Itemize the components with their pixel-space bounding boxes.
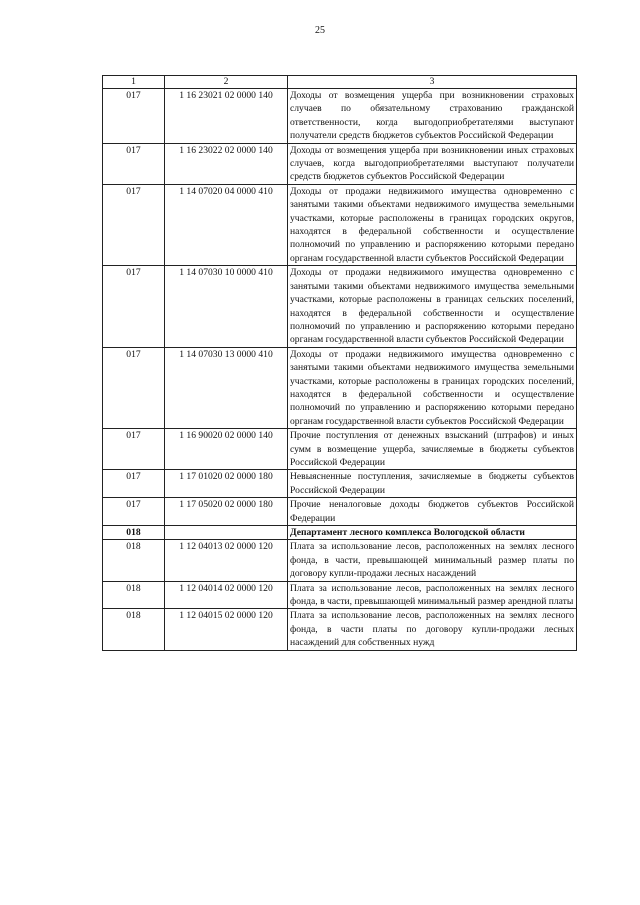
table-row [103, 347, 577, 428]
revenue-description-cell: Доходы от возмещения ущерба при возникновении страховых случаев по обязательному страхованию гражданской ответственности, когда выгодоприобретателями выступают получатели средств бюджетов субъектов Российской Федерации [288, 89, 577, 144]
budget-code-cell: 1 12 04015 02 0000 120 [165, 609, 288, 650]
admin-code-cell: 017 [103, 470, 165, 498]
table-row [103, 498, 577, 526]
table-row [103, 266, 577, 347]
admin-code-cell: 017 [103, 143, 165, 184]
budget-code-cell [165, 526, 288, 540]
budget-code-cell: 1 14 07030 10 0000 410 [165, 266, 288, 347]
budget-code-cell: 1 17 01020 02 0000 180 [165, 470, 288, 498]
revenue-description-cell: Прочие неналоговые доходы бюджетов субъектов Российской Федерации [288, 498, 577, 526]
budget-revenue-table [102, 75, 577, 651]
admin-code-cell: 017 [103, 89, 165, 144]
budget-code-cell: 1 16 23021 02 0000 140 [165, 89, 288, 144]
revenue-description-cell: Доходы от продажи недвижимого имущества одновременно с занятыми такими объектами недвижимого имущества земельными участками, которые расположены в границах городских округов, находятся в федеральной собственности и осуществление полномочий по управлению и распоряжению которыми передано органам государственной власти субъектов Российской Федерации [288, 184, 577, 265]
admin-code-cell: 018 [103, 581, 165, 609]
revenue-description-cell: Невыясненные поступления, зачисляемые в бюджеты субъектов Российской Федерации [288, 470, 577, 498]
header-col-3: 3 [288, 76, 577, 89]
admin-code-cell: 017 [103, 498, 165, 526]
table-row [103, 89, 577, 144]
admin-code-cell: 017 [103, 184, 165, 265]
budget-code-cell: 1 14 07030 13 0000 410 [165, 347, 288, 428]
table-row [103, 470, 577, 498]
budget-code-cell: 1 16 23022 02 0000 140 [165, 143, 288, 184]
budget-code-cell: 1 16 90020 02 0000 140 [165, 429, 288, 470]
admin-code-cell: 018 [103, 609, 165, 650]
table-header-row [103, 76, 577, 89]
admin-code-cell: 017 [103, 347, 165, 428]
page-number: 25 [315, 25, 325, 36]
admin-code-cell: 018 [103, 540, 165, 581]
table-row [103, 581, 577, 609]
table-body [103, 89, 577, 651]
table-row [103, 429, 577, 470]
budget-code-cell: 1 12 04014 02 0000 120 [165, 581, 288, 609]
revenue-description-cell: Плата за использование лесов, расположенных на землях лесного фонда, в части, превышающей минимальный размер арендной платы [288, 581, 577, 609]
table-row [103, 184, 577, 265]
budget-code-cell: 1 12 04013 02 0000 120 [165, 540, 288, 581]
header-col-1: 1 [103, 76, 165, 89]
budget-code-cell: 1 17 05020 02 0000 180 [165, 498, 288, 526]
table-row [103, 609, 577, 650]
admin-code-cell: 017 [103, 429, 165, 470]
revenue-description-cell: Плата за использование лесов, расположенных на землях лесного фонда, в части платы по договору купли-продажи лесных насаждений для собственных нужд [288, 609, 577, 650]
revenue-description-cell: Доходы от продажи недвижимого имущества одновременно с занятыми такими объектами недвижимого имущества земельными участками, которые расположены в границах сельских поселений, находятся в федеральной собственности и осуществление полномочий по управлению и распоряжению которыми передано органам государственной власти субъектов Российской Федерации [288, 266, 577, 347]
revenue-description-cell: Прочие поступления от денежных взысканий (штрафов) и иных сумм в возмещение ущерба, зачисляемые в бюджеты субъектов Российской Федерации [288, 429, 577, 470]
revenue-description-cell: Плата за использование лесов, расположенных на землях лесного фонда, в части, превышающей минимальный размер платы по договору купли-продажи лесных насаждений [288, 540, 577, 581]
revenue-description-cell: Департамент лесного комплекса Вологодской области [288, 526, 577, 540]
table-row [103, 540, 577, 581]
admin-code-cell: 017 [103, 266, 165, 347]
department-row [103, 526, 577, 540]
table-row [103, 143, 577, 184]
revenue-description-cell: Доходы от продажи недвижимого имущества одновременно с занятыми такими объектами недвижимого имущества земельными участками, которые расположены в границах городских поселений, находятся в федеральной собственности и осуществление полномочий по управлению и распоряжению которыми передано органам государственной власти субъектов Российской Федерации [288, 347, 577, 428]
budget-code-cell: 1 14 07020 04 0000 410 [165, 184, 288, 265]
revenue-description-cell: Доходы от возмещения ущерба при возникновении иных страховых случаев, когда выгодоприобретателями выступают получатели средств бюджетов субъектов Российской Федерации [288, 143, 577, 184]
admin-code-cell: 018 [103, 526, 165, 540]
header-col-2: 2 [165, 76, 288, 89]
